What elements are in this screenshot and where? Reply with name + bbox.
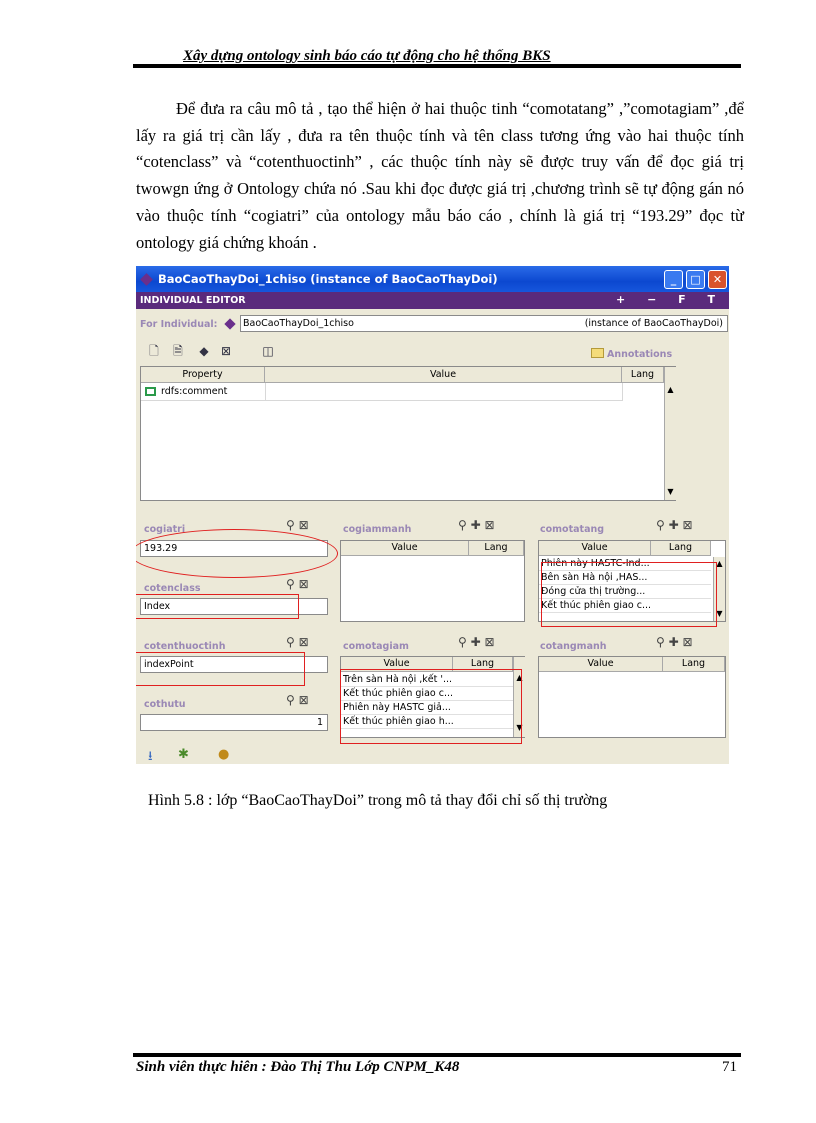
value-header[interactable]: Value [341, 541, 469, 556]
individual-icon [140, 273, 153, 286]
cogiatri-value: 193.29 [144, 543, 178, 554]
cotenthuoctinh-value: indexPoint [144, 659, 194, 670]
lang-header[interactable]: Lang [663, 657, 725, 672]
scroll-down-icon[interactable]: ▼ [716, 609, 723, 618]
list-item[interactable]: Phiên này HASTC giả... [341, 701, 513, 715]
editor-bar [136, 292, 729, 309]
column-divider [265, 383, 266, 401]
comotagiam-label: comotagiam [343, 641, 409, 652]
window-titlebar [136, 266, 729, 292]
edit-doc-icon[interactable]: 🗎 [173, 344, 183, 358]
cotenclass-value: Index [144, 601, 171, 612]
minimize-button[interactable]: _ [664, 270, 683, 289]
for-individual-label: For Individual: [140, 319, 218, 330]
footer-rule [133, 1053, 741, 1057]
lang-header[interactable]: Lang [469, 541, 524, 556]
highlight-rect [541, 562, 717, 627]
highlight-rect [136, 652, 305, 686]
cogiatri-label: cogiatri [144, 524, 186, 535]
list-item[interactable]: Kết thúc phiên giao h... [341, 715, 513, 729]
remove-value-icon[interactable]: ⊠ [220, 344, 232, 358]
scroll-down-icon[interactable]: ▼ [667, 487, 674, 496]
scroll-up-icon[interactable]: ▲ [716, 559, 723, 568]
editor-controls[interactable]: + − F T [616, 293, 724, 306]
cotenclass-label: cotenclass [144, 583, 201, 594]
header-rule [133, 64, 741, 68]
column-divider [622, 383, 623, 401]
layout-icon[interactable]: ◫ [262, 344, 274, 358]
individual-diamond-icon [224, 318, 235, 329]
editor-label: INDIVIDUAL EDITOR [140, 295, 246, 306]
figure-caption: Hình 5.8 : lớp “BaoCaoThayDoi” trong mô tả thay đổi chỉ số thị trường [148, 792, 608, 809]
search-icon[interactable]: ⚲ ⊠ [286, 693, 309, 707]
cogiammanh-label: cogiammanh [343, 524, 412, 535]
list-item[interactable]: Trên sàn Hà nội ,kết '... [341, 673, 513, 687]
footer-text: Sinh viên thực hiên : Đào Thị Thu Lớp CNPM_K48 [136, 1059, 460, 1075]
individual-name: BaoCaoThayDoi_1chiso [243, 318, 354, 329]
maximize-button[interactable]: □ [686, 270, 705, 289]
scroll-up-icon[interactable]: ▲ [516, 673, 523, 682]
annotations-label: Annotations [607, 349, 673, 360]
individual-name-field[interactable] [240, 315, 728, 332]
cotangmanh-list[interactable] [538, 656, 726, 738]
search-icon[interactable]: ⚲ ⊠ [286, 635, 309, 649]
bomb-icon[interactable]: ● [218, 747, 230, 762]
cothutu-label: cothutu [144, 699, 186, 710]
cothutu-field[interactable] [140, 714, 328, 731]
property-cell: rdfs:comment [161, 386, 228, 397]
folder-icon [591, 348, 604, 358]
body-paragraph: Để đưa ra câu mô tả , tạo thể hiện ở hai thuộc tinh “comotatang” ,”comotagiam” ,để lấy ra giá trị cần lấy , đưa ra tên thuộc tính và tên class tương ứng vào hai thuộc tính “cotenclass” và “cotenthuoctinh” , các thuộc tính này sẽ được truy vấn để đọc giá trị twowgn ứng ở Ontology chứa nó .Sau khi đọc được giá trị ,chương trình sẽ tự động gán nó vào thuộc tính “cogiatri” của ontology mẫu báo cáo , chính là giá trị “193.29” đọc từ ontology giá chứng khoán . [136, 99, 744, 252]
new-doc-icon[interactable]: 🗋 [149, 344, 159, 358]
list-item[interactable]: Đóng cửa thị trường... [539, 585, 711, 599]
bug-icon[interactable]: ✱ [178, 747, 189, 762]
search-icon[interactable]: ⚲ ✚ ⊠ [458, 518, 495, 532]
close-button[interactable]: ✕ [708, 270, 727, 289]
lang-header[interactable]: Lang [651, 541, 711, 556]
property-icon [145, 387, 156, 396]
lang-header[interactable]: Lang [622, 367, 664, 383]
scroll-down-icon[interactable]: ▼ [516, 723, 523, 732]
value-header[interactable]: Value [539, 541, 651, 556]
protege-screenshot [136, 266, 729, 764]
cotangmanh-label: cotangmanh [540, 641, 607, 652]
cotenthuoctinh-label: cotenthuoctinh [144, 641, 226, 652]
value-header[interactable]: Value [539, 657, 663, 672]
add-value-icon[interactable]: ◆ [199, 344, 209, 358]
list-item[interactable]: Kết thúc phiên giao c... [341, 687, 513, 701]
scroll-up-icon[interactable]: ▲ [667, 385, 674, 394]
table-scrollbar[interactable] [664, 367, 676, 500]
property-header[interactable]: Property [141, 367, 265, 383]
cogiammanh-list[interactable] [340, 540, 525, 622]
highlight-rect [340, 669, 522, 744]
instance-of-label: (instance of BaoCaoThayDoi) [584, 318, 723, 329]
page-header: Xây dựng ontology sinh báo cáo tự động cho hệ thống BKS [183, 48, 551, 64]
search-icon[interactable]: ⚲ ✚ ⊠ [458, 635, 495, 649]
search-icon[interactable]: ⚲ ⊠ [286, 518, 309, 532]
search-icon[interactable]: ⚲ ✚ ⊠ [656, 518, 693, 532]
search-icon[interactable]: ⚲ ⊠ [286, 577, 309, 591]
import-icon[interactable]: ⭳ [148, 749, 153, 764]
property-table [140, 366, 676, 501]
cothutu-value: 1 [316, 717, 323, 728]
comotatang-label: comotatang [540, 524, 605, 535]
window-title: BaoCaoThayDoi_1chiso (instance of BaoCaoThayDoi) [158, 272, 498, 286]
lang-header[interactable]: Lang [453, 657, 513, 672]
highlight-ellipse [136, 529, 338, 578]
value-header[interactable]: Value [341, 657, 453, 672]
list-item[interactable]: Phiên này HASTC-Ind... [539, 557, 711, 571]
list-item[interactable]: Bên sàn Hà nội ,HAS... [539, 571, 711, 585]
list-item[interactable]: Kết thúc phiên giao c... [539, 599, 711, 613]
table-row[interactable] [141, 383, 622, 401]
page-number: 71 [722, 1059, 737, 1075]
annotations-button[interactable] [591, 348, 672, 360]
highlight-rect [136, 594, 299, 619]
search-icon[interactable]: ⚲ ✚ ⊠ [656, 635, 693, 649]
value-header[interactable]: Value [265, 367, 622, 383]
